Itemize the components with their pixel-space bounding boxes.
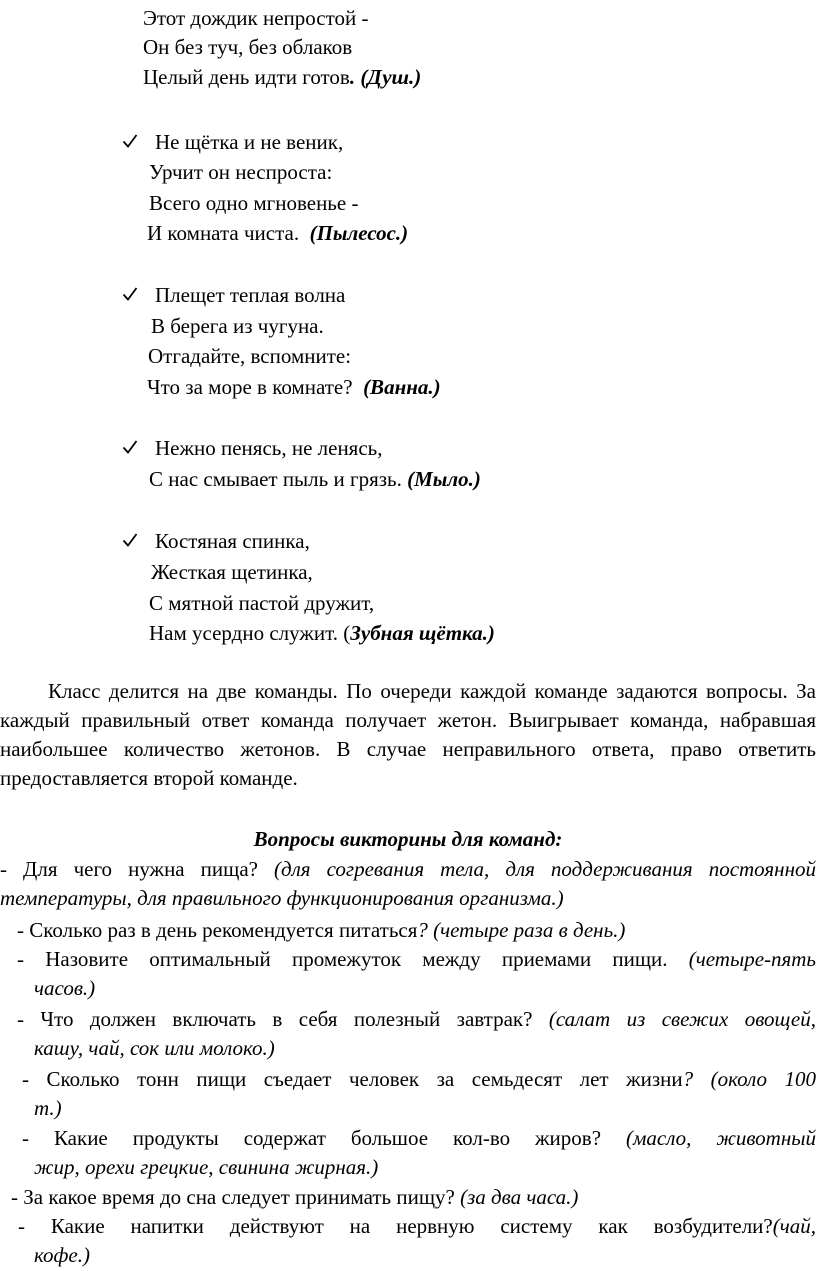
quiz-question: - Сколько тонн пищи съедает человек за семьдесят лет жизни? (около 100 т.) <box>22 1065 816 1123</box>
quiz-answer: (за два часа.) <box>460 1185 579 1209</box>
quiz-answer: ? (четыре раза в день.) <box>417 918 626 942</box>
riddle-line: В берега из чугуна. <box>151 314 324 338</box>
riddle-line: Всего одно мгновенье - <box>149 191 359 215</box>
riddle-line: Жесткая щетинка, <box>151 560 313 584</box>
riddle-line: И комната чиста. (Пылесос.) <box>147 221 409 245</box>
riddle-line: Целый день идти готов. (Душ.) <box>143 65 422 89</box>
quiz-answer: (чай, <box>772 1214 816 1238</box>
riddle-line: Этот дождик непростой - <box>143 6 369 30</box>
quiz-answer: (для согревания тела, для поддерживания постоянной <box>274 857 816 881</box>
riddle-line: С мятной пастой дружит, <box>149 591 375 615</box>
riddle-line: Он без туч, без облаков <box>143 35 353 59</box>
quiz-question: - Для чего нужна пища? (для согревания тела, для поддерживания постоянной температуры, для правильного функционирования организма.) <box>0 855 816 913</box>
quiz-answer-continuation: жир, орехи грецкие, свинина жирная.) <box>34 1155 379 1179</box>
rules-paragraph: Класс делится на две команды. По очереди каждой команде задаются вопросы. За каждый правильный ответ команда получает жетон. Выигрывает команда, набравшая наибольшее количество жетонов. В случае неправильного ответа, право ответить предоставляется второй команде. <box>0 679 816 790</box>
checkmark-icon <box>122 286 138 302</box>
riddle-line: Урчит он неспроста: <box>149 160 333 184</box>
quiz-answer-continuation: температуры, для правильного функционирования организма.) <box>0 886 564 910</box>
riddle-answer: . (Душ.) <box>349 65 422 89</box>
quiz-question: - За какое время до сна следует принимать пищу? (за два часа.) <box>11 1185 579 1209</box>
quiz-answer: (салат из свежих овощей, <box>548 1007 816 1031</box>
riddle-answer: (Ванна.) <box>363 375 441 399</box>
riddle-line: Костяная спинка, <box>155 529 310 553</box>
quiz-answer-continuation: т.) <box>34 1096 62 1120</box>
checkmark-icon <box>122 439 138 455</box>
riddle-line: Нам усердно служит. (Зубная щётка.) <box>149 621 495 645</box>
quiz-question: - Какие продукты содержат большое кол-во жиров? (масло, животный жир, орехи грецкие, свинина жирная.) <box>22 1124 816 1182</box>
quiz-answer: ? (около 100 <box>682 1067 816 1091</box>
riddle-line: Отгадайте, вспомните: <box>148 344 352 368</box>
riddle-answer: (Пылесос.) <box>309 221 409 245</box>
riddle-answer: (Мыло.) <box>407 467 481 491</box>
quiz-answer: (четыре-пять <box>688 947 816 971</box>
quiz-question: - Назовите оптимальный промежуток между приемами пищи. (четыре-пять часов.) <box>17 945 816 1003</box>
riddle-line: Что за море в комнате? (Ванна.) <box>147 375 441 399</box>
riddle-line: Нежно пенясь, не ленясь, <box>155 436 383 460</box>
quiz-question: - Что должен включать в себя полезный завтрак? (салат из свежих овощей, кашу, чай, сок или молоко.) <box>17 1005 816 1063</box>
quiz-heading: Вопросы викторины для команд: <box>253 827 563 851</box>
quiz-answer-continuation: кашу, чай, сок или молоко.) <box>34 1036 275 1060</box>
quiz-answer: (масло, животный <box>625 1126 816 1150</box>
riddle-answer: Зубная щётка.) <box>350 621 495 645</box>
checkmark-icon <box>122 133 138 149</box>
riddle-line: Не щётка и не веник, <box>155 130 344 154</box>
riddle-line: Плещет теплая волна <box>155 283 346 307</box>
quiz-answer-continuation: часов.) <box>34 976 96 1000</box>
quiz-answer-continuation: кофе.) <box>34 1243 90 1267</box>
quiz-question: - Сколько раз в день рекомендуется питаться? (четыре раза в день.) <box>17 918 626 942</box>
checkmark-icon <box>122 532 138 548</box>
quiz-question: - Какие напитки действуют на нервную систему как возбудители?(чай, кофе.) <box>18 1212 816 1270</box>
riddle-line: С нас смывает пыль и грязь. (Мыло.) <box>149 467 481 491</box>
